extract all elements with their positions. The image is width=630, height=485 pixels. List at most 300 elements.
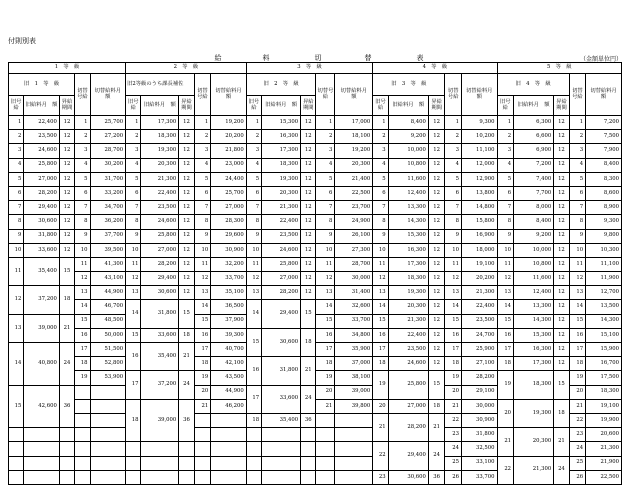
old-no-cell: 13 (126, 286, 141, 300)
table-row (9, 144, 622, 158)
switch-no-cell: 20 (445, 385, 462, 399)
switch-amount-cell: 50,000 (90, 328, 126, 342)
table-row (9, 328, 622, 342)
switch-amount-cell: 37,000 (335, 357, 373, 371)
period-cell: 12 (59, 144, 74, 158)
switch-no-cell: 17 (569, 343, 586, 357)
old-amount-cell: 7,200 (514, 158, 554, 172)
old-grade-header: 旧 2 等 級 (246, 74, 316, 96)
switch-amount-cell: 8,900 (586, 201, 622, 215)
switch-no-cell: 7 (569, 201, 586, 215)
switch-amount-cell: 48,500 (90, 314, 126, 328)
old-no-cell: 1 (497, 116, 514, 130)
period-cell: 24 (59, 343, 74, 386)
old-no-cell: 3 (497, 144, 514, 158)
switch-amount-cell: 30,000 (461, 399, 497, 413)
old-no-header: 旧号給 (246, 96, 261, 116)
table-row (9, 116, 622, 130)
period-cell: 12 (554, 357, 569, 371)
switch-amount-cell: 22,500 (335, 186, 373, 200)
period-cell: 12 (301, 257, 316, 271)
switch-no-cell (316, 456, 335, 470)
switch-no-cell (75, 385, 90, 399)
switch-amount-cell: 27,200 (90, 130, 126, 144)
switch-no-cell: 9 (194, 229, 211, 243)
switch-amount-cell: 39,300 (211, 328, 247, 342)
old-no-cell (246, 456, 261, 470)
switch-no-cell: 16 (445, 328, 462, 342)
switch-no-cell (194, 470, 211, 484)
old-no-cell: 18 (126, 399, 141, 442)
title-char: 料 (262, 54, 270, 62)
old-no-cell: 14 (126, 300, 141, 328)
switch-no-cell: 10 (316, 243, 335, 257)
old-amount-cell: 10,000 (388, 144, 428, 158)
switch-amount-cell (335, 456, 373, 470)
switch-amount-cell: 33,700 (211, 272, 247, 286)
switch-amount-cell: 9,800 (586, 229, 622, 243)
switch-amount-cell (90, 385, 126, 399)
grade-header: 5 等 級 (497, 63, 621, 74)
old-amount-cell: 23,500 (24, 130, 59, 144)
old-amount-cell: 40,800 (24, 343, 59, 386)
period-cell (59, 428, 74, 442)
old-amount-cell: 39,000 (24, 314, 59, 342)
period-cell (179, 470, 194, 484)
period-cell: 21 (428, 413, 445, 441)
switch-amount-cell: 20,200 (211, 130, 247, 144)
switch-amount-cell: 7,200 (586, 116, 622, 130)
old-no-header: 旧号給 (126, 96, 141, 116)
table-row (9, 130, 622, 144)
old-no-cell: 12 (497, 272, 514, 286)
old-no-cell: 10 (246, 243, 261, 257)
switch-amount-cell: 33,700 (461, 470, 497, 484)
old-no-cell: 5 (246, 172, 261, 186)
switch-no-cell: 4 (316, 158, 335, 172)
period-cell: 12 (554, 186, 569, 200)
old-no-cell: 1 (246, 116, 261, 130)
old-no-cell: 10 (497, 243, 514, 257)
period-cell: 18 (554, 399, 569, 427)
period-header: 昇給期間 (428, 96, 445, 116)
switch-amount-cell (211, 442, 247, 456)
switch-amount-cell: 19,900 (586, 413, 622, 427)
old-amount-cell: 23,500 (262, 229, 301, 243)
old-no-cell (246, 470, 261, 484)
period-cell: 36 (179, 399, 194, 442)
old-no-cell: 7 (126, 201, 141, 215)
table-row (9, 456, 622, 470)
switch-no-cell: 14 (445, 300, 462, 314)
old-no-cell: 9 (126, 229, 141, 243)
switch-no-cell: 19 (316, 371, 335, 385)
switch-amount-cell: 17,500 (586, 371, 622, 385)
switch-amount-cell: 39,800 (335, 399, 373, 413)
switch-amount-cell: 28,200 (461, 371, 497, 385)
period-cell: 12 (59, 201, 74, 215)
old-no-cell: 11 (373, 257, 388, 271)
appendix-caption: 付則別表 (8, 37, 36, 45)
title-char: 表 (416, 54, 424, 62)
old-no-cell: 4 (126, 158, 141, 172)
old-amount-cell: 6,300 (514, 116, 554, 130)
period-cell: 12 (301, 215, 316, 229)
switch-no-cell (75, 470, 90, 484)
switch-amount-cell: 44,900 (211, 385, 247, 399)
old-no-cell (246, 442, 261, 456)
old-no-cell: 22 (373, 442, 388, 470)
old-amount-cell: 37,200 (24, 286, 59, 314)
switch-no-cell: 25 (569, 456, 586, 470)
old-amount-cell: 15,300 (388, 229, 428, 243)
old-amount-cell: 33,600 (141, 328, 179, 342)
old-amount-cell: 16,300 (514, 343, 554, 357)
switch-no-cell: 11 (75, 257, 90, 271)
switch-amount-cell: 10,300 (586, 243, 622, 257)
old-amount-cell: 17,300 (262, 144, 301, 158)
switch-no-cell: 8 (316, 215, 335, 229)
salary-switch-table (8, 62, 628, 485)
period-cell: 12 (554, 158, 569, 172)
switch-amount-cell: 8,400 (586, 158, 622, 172)
old-amount-cell: 31,800 (141, 300, 179, 328)
old-amount-cell: 22,400 (388, 328, 428, 342)
switch-no-cell: 6 (445, 186, 462, 200)
old-no-cell: 11 (126, 257, 141, 271)
old-no-cell: 8 (126, 215, 141, 229)
switch-no-cell: 14 (75, 300, 90, 314)
old-amount-cell: 24,600 (262, 243, 301, 257)
switch-no-cell: 4 (194, 158, 211, 172)
switch-amount-cell: 14,800 (461, 201, 497, 215)
old-no-cell (246, 428, 261, 442)
period-cell: 15 (428, 371, 445, 399)
period-cell: 36 (59, 385, 74, 428)
old-amount-cell: 25,800 (262, 257, 301, 271)
switch-amount-cell: 21,300 (461, 286, 497, 300)
period-cell: 12 (59, 215, 74, 229)
old-amount-cell: 21,300 (262, 201, 301, 215)
period-cell: 12 (179, 272, 194, 286)
switch-amount-cell: 43,100 (90, 272, 126, 286)
old-amount-cell: 6,900 (514, 144, 554, 158)
old-no-cell: 8 (497, 215, 514, 229)
old-amount-cell: 16,300 (262, 130, 301, 144)
switch-no-cell: 14 (316, 300, 335, 314)
old-amount-cell: 10,000 (514, 243, 554, 257)
switch-amount-cell: 29,100 (461, 385, 497, 399)
old-no-cell: 7 (497, 201, 514, 215)
old-amount-cell: 8,000 (514, 201, 554, 215)
switch-no-cell: 10 (75, 243, 90, 257)
switch-no-cell: 18 (75, 357, 90, 371)
period-cell: 12 (301, 272, 316, 286)
switch-no-cell: 25 (445, 456, 462, 470)
old-no-cell: 6 (246, 186, 261, 200)
old-no-cell: 3 (126, 144, 141, 158)
switch-no-cell: 15 (569, 314, 586, 328)
switch-amount-cell: 13,500 (586, 300, 622, 314)
switch-no-cell (75, 456, 90, 470)
old-amount-cell: 33,600 (262, 385, 301, 413)
period-cell: 12 (554, 116, 569, 130)
old-amount-cell: 30,600 (388, 470, 428, 484)
switch-no-cell: 21 (445, 399, 462, 413)
period-cell: 21 (179, 343, 194, 371)
period-cell: 21 (59, 314, 74, 342)
period-cell: 12 (554, 172, 569, 186)
old-amount-cell: 29,400 (24, 201, 59, 215)
title-char: 給 (214, 54, 222, 62)
switch-amount-cell: 8,300 (586, 172, 622, 186)
period-cell: 12 (301, 229, 316, 243)
switch-no-cell: 15 (75, 314, 90, 328)
old-no-cell: 14 (246, 300, 261, 328)
old-amount-cell: 15,300 (262, 116, 301, 130)
old-no-cell: 6 (373, 186, 388, 200)
old-amount-cell: 23,500 (141, 201, 179, 215)
switch-no-cell: 13 (316, 286, 335, 300)
switch-amount-cell: 24,900 (335, 215, 373, 229)
old-no-cell: 3 (9, 144, 24, 158)
switch-amount-cell: 27,300 (335, 243, 373, 257)
unit-note: （金額単位円） (579, 56, 622, 63)
old-amount-cell: 19,300 (141, 144, 179, 158)
switch-no-cell: 9 (75, 229, 90, 243)
switch-no-cell: 7 (75, 201, 90, 215)
old-amount-cell: 30,600 (262, 328, 301, 356)
period-cell: 12 (179, 186, 194, 200)
switch-no-cell: 4 (445, 158, 462, 172)
table-row (9, 300, 622, 314)
period-cell: 12 (179, 229, 194, 243)
switch-amount-cell: 11,100 (586, 257, 622, 271)
switch-amount-cell: 18,300 (586, 385, 622, 399)
switch-amount-cell: 25,700 (90, 116, 126, 130)
old-amount-cell: 25,800 (141, 229, 179, 243)
old-no-cell: 7 (373, 201, 388, 215)
switch-no-cell: 8 (569, 215, 586, 229)
period-cell: 24 (301, 385, 316, 413)
switch-amount-cell: 43,500 (211, 371, 247, 385)
grade-header-row (9, 63, 622, 74)
old-no-cell: 16 (373, 328, 388, 342)
old-no-cell: 2 (246, 130, 261, 144)
switch-amount-cell: 16,700 (586, 357, 622, 371)
old-amount-header: 旧給料月 額 (141, 96, 179, 116)
old-amount-cell: 27,000 (388, 399, 428, 413)
period-cell: 12 (554, 229, 569, 243)
switch-amount-cell: 9,300 (461, 116, 497, 130)
old-amount-cell: 8,400 (388, 116, 428, 130)
old-amount-cell: 7,700 (514, 186, 554, 200)
switch-no-cell: 6 (75, 186, 90, 200)
switch-no-cell: 24 (569, 442, 586, 456)
switch-no-cell: 12 (569, 272, 586, 286)
old-amount-cell: 6,600 (514, 130, 554, 144)
switch-amount-cell (335, 470, 373, 484)
switch-amount-cell: 12,900 (461, 172, 497, 186)
period-cell: 12 (428, 243, 445, 257)
period-cell: 12 (179, 158, 194, 172)
old-amount-cell: 31,800 (24, 229, 59, 243)
old-amount-cell: 10,800 (514, 257, 554, 271)
old-amount-cell (24, 470, 59, 484)
old-amount-cell: 11,600 (514, 272, 554, 286)
old-no-cell: 5 (9, 172, 24, 186)
switch-no-cell: 18 (316, 357, 335, 371)
old-amount-cell: 12,400 (514, 286, 554, 300)
switch-no-cell: 14 (569, 300, 586, 314)
period-cell: 12 (301, 286, 316, 300)
switch-amount-cell: 33,200 (90, 186, 126, 200)
old-amount-cell (24, 428, 59, 442)
switch-amount-cell: 20,600 (586, 428, 622, 442)
switch-no-cell: 10 (445, 243, 462, 257)
old-amount-cell: 17,300 (514, 357, 554, 371)
period-cell: 12 (301, 201, 316, 215)
switch-amount-cell (211, 413, 247, 427)
old-no-cell: 19 (497, 371, 514, 399)
period-cell: 12 (428, 144, 445, 158)
old-amount-cell: 35,400 (141, 343, 179, 371)
switch-amount-cell: 29,600 (211, 229, 247, 243)
old-amount-cell: 9,200 (388, 130, 428, 144)
old-no-cell: 23 (373, 470, 388, 484)
old-no-cell: 4 (497, 158, 514, 172)
switch-no-cell: 16 (194, 328, 211, 342)
switch-no-cell: 18 (445, 357, 462, 371)
switch-no-cell: 2 (75, 130, 90, 144)
switch-no-cell: 19 (194, 371, 211, 385)
old-amount-cell: 27,000 (141, 243, 179, 257)
switch-no-cell: 26 (445, 470, 462, 484)
period-cell: 15 (554, 371, 569, 399)
old-amount-cell: 28,200 (24, 186, 59, 200)
switch-amount-cell: 27,100 (461, 357, 497, 371)
table-row (9, 229, 622, 243)
switch-amount-cell: 39,500 (90, 243, 126, 257)
switch-amount-cell: 15,100 (586, 328, 622, 342)
old-no-cell: 21 (373, 413, 388, 441)
switch-no-cell (194, 428, 211, 442)
period-cell: 24 (428, 442, 445, 470)
switch-amount-cell: 41,300 (90, 257, 126, 271)
period-cell: 12 (428, 257, 445, 271)
switch-amount-cell: 22,500 (586, 470, 622, 484)
period-cell: 12 (554, 314, 569, 328)
switch-no-cell: 15 (194, 314, 211, 328)
table-body (9, 116, 622, 485)
switch-no-cell: 23 (569, 428, 586, 442)
switch-no-cell: 13 (75, 286, 90, 300)
switch-amount-cell: 12,700 (586, 286, 622, 300)
period-cell: 36 (428, 470, 445, 484)
switch-amount-cell: 37,700 (90, 229, 126, 243)
old-amount-cell: 13,300 (388, 201, 428, 215)
old-no-cell: 1 (9, 116, 24, 130)
old-no-cell: 17 (246, 385, 261, 413)
old-no-cell: 15 (126, 328, 141, 342)
period-cell: 12 (59, 158, 74, 172)
switch-amount-cell: 21,300 (586, 442, 622, 456)
old-no-cell: 4 (246, 158, 261, 172)
period-cell: 12 (554, 243, 569, 257)
period-cell: 12 (428, 328, 445, 342)
switch-amount-cell: 20,200 (461, 272, 497, 286)
switch-amount-cell: 11,100 (461, 144, 497, 158)
period-cell: 12 (428, 343, 445, 357)
table-row (9, 343, 622, 357)
period-cell: 12 (554, 272, 569, 286)
switch-amount-cell: 32,500 (461, 442, 497, 456)
switch-amount-cell: 10,200 (461, 130, 497, 144)
period-cell: 12 (554, 144, 569, 158)
old-no-cell: 8 (246, 215, 261, 229)
switch-no-cell: 7 (445, 201, 462, 215)
old-no-cell: 9 (497, 229, 514, 243)
old-amount-cell (24, 442, 59, 456)
old-no-cell: 11 (497, 257, 514, 271)
period-cell (301, 470, 316, 484)
old-no-cell: 7 (9, 201, 24, 215)
old-no-cell: 3 (373, 144, 388, 158)
switch-amount-cell: 28,700 (335, 257, 373, 271)
switch-no-cell: 9 (445, 229, 462, 243)
old-no-cell: 13 (497, 286, 514, 300)
switch-no-cell: 11 (569, 257, 586, 271)
switch-amount-cell: 22,400 (461, 300, 497, 314)
old-grade-header: 旧 1 等 級 (9, 74, 75, 96)
switch-amount-cell: 31,800 (461, 428, 497, 442)
old-amount-cell: 8,400 (514, 215, 554, 229)
period-header: 昇給期間 (554, 96, 569, 116)
switch-no-cell: 6 (194, 186, 211, 200)
switch-amount-cell: 28,300 (211, 215, 247, 229)
switch-amount-cell: 15,800 (461, 215, 497, 229)
switch-amount-header: 切替給料月 額 (461, 74, 497, 116)
old-no-header: 旧号給 (373, 96, 388, 116)
switch-amount-cell: 30,900 (211, 243, 247, 257)
switch-amount-cell (211, 428, 247, 442)
period-cell: 12 (179, 286, 194, 300)
switch-no-cell (316, 413, 335, 427)
switch-amount-cell: 19,100 (586, 399, 622, 413)
period-cell: 18 (301, 328, 316, 356)
old-no-cell: 18 (497, 357, 514, 371)
period-cell: 12 (428, 201, 445, 215)
old-no-cell: 14 (9, 343, 24, 386)
table-row (9, 286, 622, 300)
old-no-cell: 3 (246, 144, 261, 158)
grade-header: 2 等 級 (126, 63, 247, 74)
old-no-cell: 13 (9, 314, 24, 342)
period-cell: 12 (428, 357, 445, 371)
switch-no-cell: 7 (194, 201, 211, 215)
switch-no-cell: 1 (75, 116, 90, 130)
old-no-cell (126, 456, 141, 470)
switch-no-cell: 9 (316, 229, 335, 243)
old-no-cell: 2 (497, 130, 514, 144)
switch-amount-header: 切替給料月 額 (586, 74, 622, 116)
period-cell: 12 (59, 243, 74, 257)
switch-no-cell: 19 (445, 371, 462, 385)
old-no-cell: 2 (373, 130, 388, 144)
switch-no-cell: 5 (445, 172, 462, 186)
old-amount-cell (262, 456, 301, 470)
switch-no-cell: 13 (569, 286, 586, 300)
